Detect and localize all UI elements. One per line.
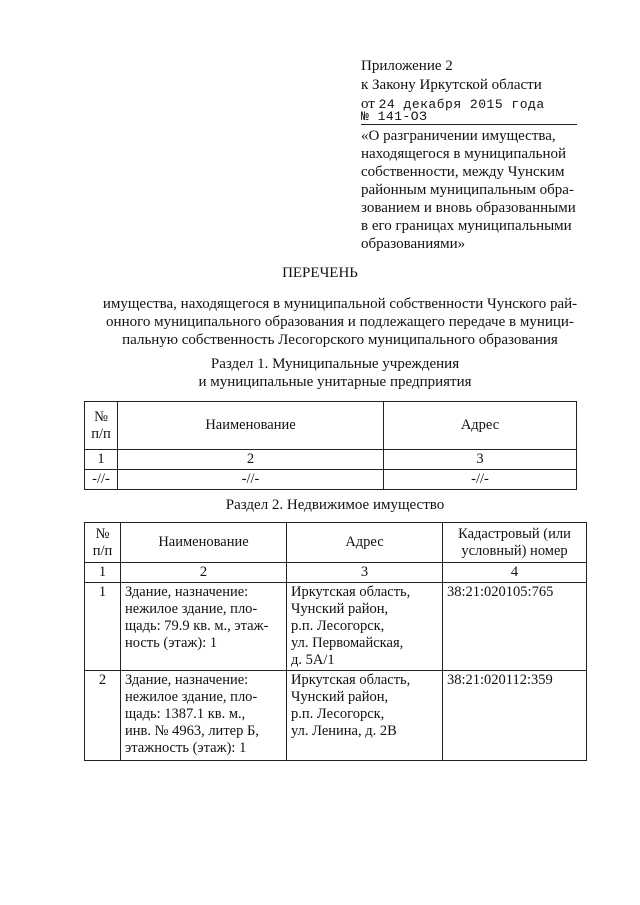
header-address: Адрес (287, 523, 443, 563)
header-divider (361, 124, 577, 125)
header-number: № п/п (85, 402, 118, 450)
header-address: Адрес (384, 402, 577, 450)
header-number: № п/п (85, 523, 121, 563)
law-reference: к Закону Иркутской области (361, 77, 542, 93)
property-address: Иркутская область, Чунский район, р.п. Лесогорск, ул. Первомайская, д. 5А/1 (287, 583, 443, 671)
table-row (85, 583, 587, 671)
date-prefix: от (361, 96, 375, 112)
section2-table (84, 522, 587, 761)
table-row (85, 470, 577, 490)
table-cell: 2 (121, 563, 287, 583)
section2-title: Раздел 2. Недвижимое имущество (225, 497, 445, 513)
table-header-row (85, 402, 577, 450)
section1-table (84, 401, 577, 490)
property-name: Здание, назначение: нежилое здание, пло- щадь: 79.9 кв. м., этаж- ность (этаж): 1 (121, 583, 287, 671)
table-cell: 4 (443, 563, 587, 583)
table-row (85, 671, 587, 761)
property-name: Здание, назначение: нежилое здание, пло- щадь: 1387.1 кв. м., инв. № 4963, литер Б, этажность (этаж): 1 (121, 671, 287, 761)
document-title: ПЕРЕЧЕНЬ (282, 265, 358, 281)
header-name: Наименование (121, 523, 287, 563)
appendix-number: Приложение 2 (361, 58, 453, 74)
header-name: Наименование (118, 402, 384, 450)
header-cadastral: Кадастровый (или условный) номер (443, 523, 587, 563)
column-number-row (85, 563, 587, 583)
table-cell: 3 (287, 563, 443, 583)
law-number: № 141-ОЗ (361, 109, 428, 124)
document-subtitle: имущества, находящегося в муниципальной собственности Чунского рай- онного муниципального образования и подлежащего передаче в муници- пальную собственность Лесогорского муниципального образования (102, 296, 578, 348)
table-cell: -//- (118, 470, 384, 490)
row-number: 2 (85, 671, 121, 761)
law-title: «О разграничении имущества, находящегося в муниципальной собственности, между Чунским районным муниципальным обра- зованием и вновь образованными в его границах муниципальными образованиями» (361, 128, 576, 252)
row-number: 1 (85, 583, 121, 671)
cadastral-number: 38:21:020105:765 (443, 583, 587, 671)
column-number-row (85, 450, 577, 470)
table-header-row (85, 523, 587, 563)
property-address: Иркутская область, Чунский район, р.п. Лесогорск, ул. Ленина, д. 2В (287, 671, 443, 761)
table-cell: 2 (118, 450, 384, 470)
table-cell: 1 (85, 450, 118, 470)
cadastral-number: 38:21:020112:359 (443, 671, 587, 761)
table-cell: -//- (384, 470, 577, 490)
table-cell: 1 (85, 563, 121, 583)
section1-title: Раздел 1. Муниципальные учреждения и муниципальные унитарные предприятия (198, 356, 472, 390)
table-cell: 3 (384, 450, 577, 470)
date-value: 24 декабря 2015 года (378, 97, 545, 112)
table-cell: -//- (85, 470, 118, 490)
